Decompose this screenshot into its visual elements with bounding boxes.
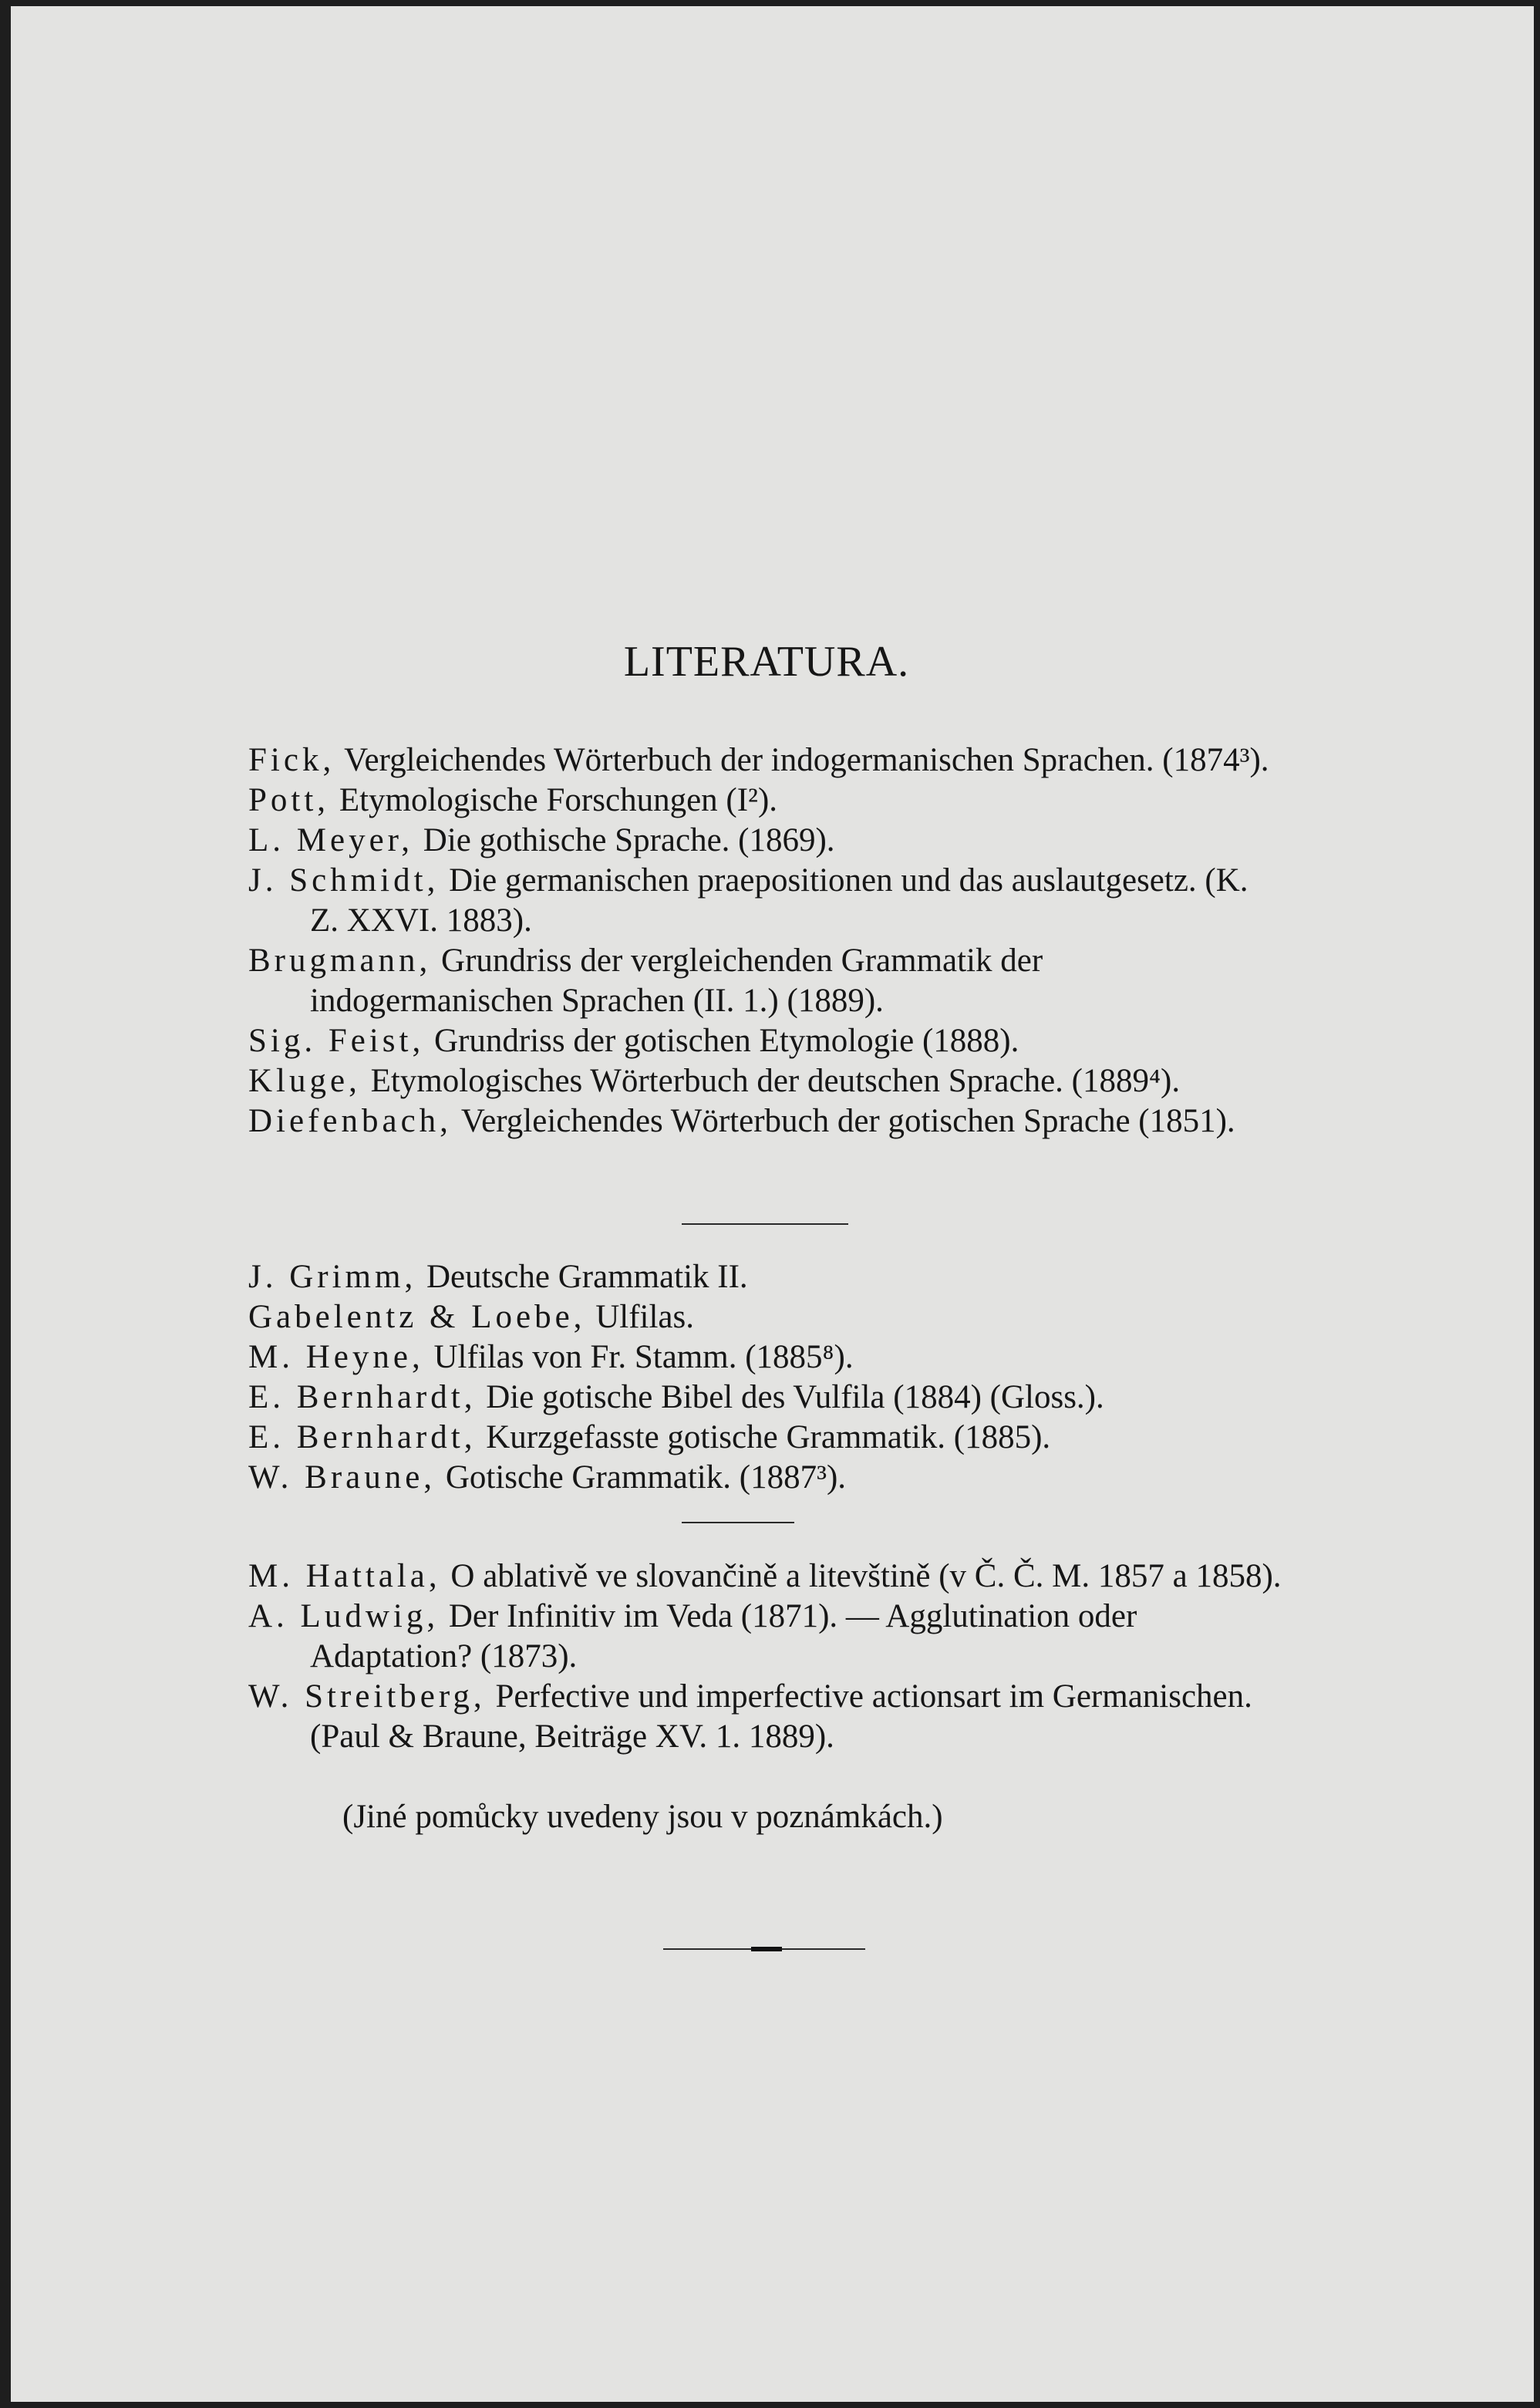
bib-text: Gotische Grammatik. (1887³). — [437, 1459, 847, 1496]
end-ornament-rule — [663, 1948, 865, 1950]
bib-entry — [248, 1556, 1282, 1597]
bib-text: Etymologisches Wörterbuch der deutschen Sprache. (1889⁴). — [362, 1063, 1181, 1099]
bib-author: M. Hattala, — [248, 1558, 441, 1594]
bib-entry — [248, 740, 1282, 781]
bib-entry — [248, 1101, 1282, 1142]
page — [11, 6, 1534, 2402]
bib-text: Vergleichendes Wörterbuch der gotischen Sprache (1851). — [453, 1103, 1235, 1139]
bib-author: Kluge, — [248, 1063, 361, 1099]
bib-author: M. Heyne, — [248, 1339, 424, 1375]
bib-author: A. Ludwig, — [248, 1598, 440, 1634]
bib-author: W. Streitberg, — [248, 1678, 486, 1715]
section-divider — [682, 1522, 794, 1523]
bib-text: Der Infinitiv im Veda (1871). — Agglutination oder Adaptation? (1873). — [310, 1598, 1137, 1674]
bib-entry — [248, 1257, 1282, 1297]
bib-text: Die germanischen praepositionen und das auslautgesetz. (K. Z. XXVI. 1883). — [310, 862, 1249, 939]
bib-text: Vergleichendes Wörterbuch der indogermanischen Sprachen. (1874³). — [336, 742, 1269, 778]
bib-entry — [248, 781, 1282, 821]
bib-text: Kurzgefasste gotische Grammatik. (1885). — [477, 1419, 1051, 1455]
bib-author: J. Grimm, — [248, 1259, 417, 1295]
bib-entry — [248, 1021, 1282, 1061]
bib-entry — [248, 941, 1282, 1021]
bib-entry — [248, 1061, 1282, 1101]
page-title: LITERATURA. — [623, 638, 910, 686]
bibliography-group-2 — [248, 1257, 1282, 1498]
bib-text: Grundriss der gotischen Etymologie (1888). — [426, 1023, 1019, 1059]
bib-entry — [248, 1418, 1282, 1458]
bib-author: E. Bernhardt, — [248, 1379, 477, 1415]
bib-author: L. Meyer, — [248, 822, 414, 858]
bib-text: Die gothische Sprache. (1869). — [415, 822, 835, 858]
bib-author: Gabelentz & Loebe, — [248, 1299, 586, 1335]
bib-entry — [248, 1337, 1282, 1378]
bib-entry — [248, 1458, 1282, 1498]
bibliography-group-3 — [248, 1556, 1282, 1757]
bib-text: Die gotische Bibel des Vulfila (1884) (Gloss.). — [477, 1379, 1104, 1415]
bib-entry — [248, 861, 1282, 941]
bib-entry — [248, 821, 1282, 861]
bib-entry — [248, 1597, 1282, 1677]
bib-text: Deutsche Grammatik II. — [418, 1259, 748, 1295]
bib-text: Grundriss der vergleichenden Grammatik der indogermanischen Sprachen (II. 1.) (1889). — [310, 943, 1043, 1019]
bib-author: W. Braune, — [248, 1459, 436, 1496]
bib-entry — [248, 1297, 1282, 1337]
bib-entry — [248, 1677, 1282, 1757]
bib-text: Ulfilas. — [587, 1299, 694, 1335]
bib-entry — [248, 1378, 1282, 1418]
footnote-other-aids: (Jiné pomůcky uvedeny jsou v poznámkách.) — [342, 1799, 943, 1835]
end-ornament-dash — [751, 1947, 782, 1951]
bib-author: J. Schmidt, — [248, 862, 440, 899]
bib-text: Etymologische Forschungen (I²). — [331, 782, 778, 818]
bibliography-group-1 — [248, 740, 1282, 1142]
bib-author: Brugmann, — [248, 943, 432, 979]
bib-author: Diefenbach, — [248, 1103, 452, 1139]
section-divider — [682, 1223, 848, 1225]
bib-author: Pott, — [248, 782, 330, 818]
bib-author: E. Bernhardt, — [248, 1419, 477, 1455]
bib-text: O ablativě ve slovančině a litevštině (v Č. Č. M. 1857 a 1858). — [442, 1558, 1282, 1594]
bib-author: Fick, — [248, 742, 335, 778]
bib-text: Ulfilas von Fr. Stamm. (1885⁸). — [425, 1339, 854, 1375]
bib-text: Perfective und imperfective actionsart im Germanischen. (Paul & Braune, Beiträge XV. 1. 1889). — [310, 1678, 1252, 1755]
bib-author: Sig. Feist, — [248, 1023, 425, 1059]
